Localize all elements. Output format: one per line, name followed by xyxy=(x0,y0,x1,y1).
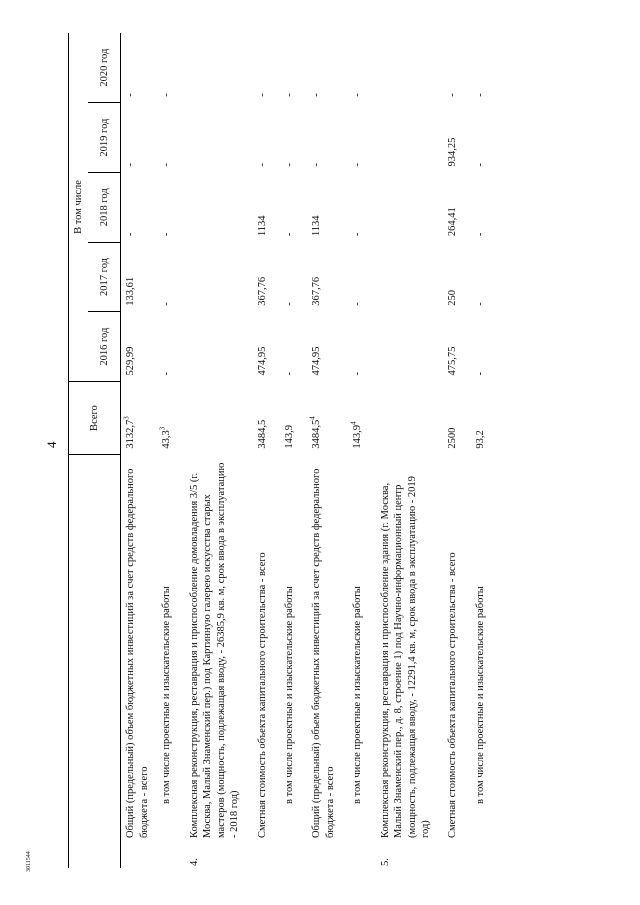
cell-y2017 xyxy=(468,242,495,312)
cell-value: - xyxy=(283,93,295,97)
cell-y2016 xyxy=(304,312,345,382)
cell-y2017 xyxy=(121,242,154,312)
row-name: Общий (предельный) объем бюджетных инвестиций за счет средств федерального бюджета - всего xyxy=(121,455,154,842)
cell-y2019 xyxy=(345,103,372,173)
row-number: 4. xyxy=(188,858,200,866)
cell-total xyxy=(121,381,154,454)
cell-total xyxy=(277,381,304,454)
cell-value: 367,76 xyxy=(256,276,268,306)
cell-y2020 xyxy=(277,33,304,103)
cell-value: 3484,5 xyxy=(311,419,323,449)
header-year: 2020 год xyxy=(98,48,110,87)
cell-value: 474,95 xyxy=(311,346,323,376)
table-row xyxy=(304,33,345,868)
row-number xyxy=(250,842,277,868)
cell-value: 93,2 xyxy=(474,430,486,449)
header-year: 2016 год xyxy=(88,312,121,382)
cell-value: 3132,7 xyxy=(125,419,137,449)
footnote-mark: 4 xyxy=(349,421,358,426)
cell-value: - xyxy=(283,232,295,237)
cell-y2016 xyxy=(121,312,154,382)
cell-value: - xyxy=(352,232,364,237)
cell-y2017 xyxy=(182,242,250,312)
cell-y2018 xyxy=(250,172,277,242)
cell-value: - xyxy=(352,93,364,97)
cell-value: 2500 xyxy=(447,427,459,449)
cell-y2020 xyxy=(304,33,345,103)
cell-y2020 xyxy=(121,33,154,103)
cell-value: - xyxy=(125,232,137,237)
cell-value: 250 xyxy=(447,290,459,306)
cell-value: 43,3 xyxy=(161,430,173,449)
cell-value: - xyxy=(256,93,268,97)
table-row xyxy=(440,33,467,868)
table-row xyxy=(182,33,250,868)
cell-value: - xyxy=(256,162,268,167)
row-number xyxy=(468,842,495,868)
cell-y2018 xyxy=(468,172,495,242)
cell-value: - xyxy=(474,302,486,306)
page-number: 4 xyxy=(44,441,59,448)
cell-value: - xyxy=(474,162,486,167)
cell-y2020 xyxy=(182,33,250,103)
row-number xyxy=(277,842,304,868)
cell-y2016 xyxy=(154,312,181,382)
cell-value: - xyxy=(161,371,173,376)
cell-value: 367,76 xyxy=(311,276,323,306)
cell-y2018 xyxy=(277,172,304,242)
cell-y2018 xyxy=(304,172,345,242)
cell-value: - xyxy=(161,93,173,97)
table-row xyxy=(154,33,181,868)
cell-y2017 xyxy=(373,242,441,312)
cell-y2017 xyxy=(250,242,277,312)
cell-value: - xyxy=(352,371,364,376)
cell-value: 133,61 xyxy=(125,276,137,306)
cell-value: - xyxy=(161,162,173,167)
cell-y2017 xyxy=(304,242,345,312)
cell-value: 1134 xyxy=(311,215,323,237)
cell-value: - xyxy=(474,371,486,376)
cell-value: 143,9 xyxy=(283,425,295,449)
cell-y2020 xyxy=(154,33,181,103)
row-number xyxy=(345,842,372,868)
cell-value: - xyxy=(283,162,295,167)
row-name: Комплексная реконструкция, реставрация и приспособление домовладения 3/5 (г. Москва, Малый Знаменский пер.) под Картинную галерею искусства старых мастеров (мощность, подлежащая вводу, - 26385,9 кв. м, срок ввода в эксплуатацию - 2018 год) xyxy=(188,462,241,839)
cell-value: - xyxy=(161,232,173,237)
cell-total xyxy=(373,381,441,454)
cell-value: - xyxy=(352,302,364,306)
cell-y2020 xyxy=(345,33,372,103)
cell-total xyxy=(154,381,181,454)
document-code: 3011544 xyxy=(26,851,32,872)
cell-value: 529,99 xyxy=(125,346,137,376)
row-name: Общий (предельный) объем бюджетных инвестиций за счет средств федерального бюджета - всего xyxy=(311,468,336,839)
cell-y2019 xyxy=(440,103,467,173)
header-year: 2017 год xyxy=(88,242,121,312)
cell-value: - xyxy=(474,232,486,237)
cell-total xyxy=(345,381,372,454)
cell-y2016 xyxy=(277,312,304,382)
row-name: Комплексная реконструкция, реставрация и приспособление здания (г. Москва, Малый Знаменский пер., д. 8, строение 1) под Научно-информационный центр (мощность, подлежащая вводу, - 12291,4 кв. м, срок ввода в эксплуатацию - 2019 год) xyxy=(379,476,431,839)
cell-y2018 xyxy=(345,172,372,242)
table-row xyxy=(345,33,372,868)
cell-value: - xyxy=(352,162,364,167)
cell-value: - xyxy=(125,93,137,97)
cell-y2018 xyxy=(373,172,441,242)
cell-value: - xyxy=(125,162,137,167)
row-name: Сметная стоимость объекта капитального строительства - всего xyxy=(256,552,268,839)
cell-y2016 xyxy=(345,312,372,382)
cell-value: - xyxy=(447,93,459,97)
cell-value: - xyxy=(283,302,295,306)
cell-value: 3484,5 xyxy=(256,419,268,449)
cell-y2018 xyxy=(154,172,181,242)
cell-y2016 xyxy=(182,312,250,382)
row-name: Сметная стоимость объекта капитального строительства - всего xyxy=(447,552,459,839)
row-number: 5. xyxy=(379,858,391,866)
cell-value: 143,9 xyxy=(352,425,364,449)
cell-value: - xyxy=(311,162,323,167)
table-row xyxy=(121,33,154,868)
cell-y2018 xyxy=(440,172,467,242)
cell-y2019 xyxy=(373,103,441,173)
cell-total xyxy=(182,381,250,454)
row-number xyxy=(121,842,154,868)
row-number xyxy=(154,842,181,868)
cell-y2019 xyxy=(304,103,345,173)
table-row xyxy=(373,33,441,868)
row-number xyxy=(440,842,467,868)
table-row xyxy=(468,33,495,868)
header-year: 2019 год xyxy=(88,103,121,173)
footnote-mark: 4 xyxy=(308,416,317,420)
cell-value: 475,75 xyxy=(447,346,459,376)
cell-y2019 xyxy=(468,103,495,173)
row-number xyxy=(304,842,345,868)
cell-value: - xyxy=(283,371,295,376)
cell-y2016 xyxy=(373,312,441,382)
cell-y2019 xyxy=(182,103,250,173)
header-year: 2018 год xyxy=(88,172,121,242)
cell-total xyxy=(440,381,467,454)
cell-y2017 xyxy=(440,242,467,312)
investment-table xyxy=(68,33,495,868)
cell-y2017 xyxy=(154,242,181,312)
rotated-table-container xyxy=(68,33,610,868)
row-name: в том числе проектные и изыскательские работы xyxy=(352,586,364,805)
cell-value: - xyxy=(311,93,323,97)
row-name: в том числе проектные и изыскательские работы xyxy=(474,586,486,805)
cell-y2019 xyxy=(277,103,304,173)
cell-y2016 xyxy=(440,312,467,382)
footnote-mark: 3 xyxy=(122,416,131,420)
cell-value: 264,41 xyxy=(447,207,459,237)
row-name: в том числе проектные и изыскательские работы xyxy=(283,586,295,805)
cell-value: - xyxy=(161,302,173,306)
table-row xyxy=(277,33,304,868)
cell-y2016 xyxy=(250,312,277,382)
cell-y2019 xyxy=(154,103,181,173)
cell-y2020 xyxy=(250,33,277,103)
cell-y2018 xyxy=(182,172,250,242)
footnote-mark: 3 xyxy=(158,426,167,431)
cell-y2016 xyxy=(468,312,495,382)
cell-y2019 xyxy=(121,103,154,173)
cell-value: 474,95 xyxy=(256,346,268,376)
row-name: в том числе проектные и изыскательские работы xyxy=(161,586,173,805)
header-total: Всего xyxy=(69,381,121,454)
cell-y2017 xyxy=(345,242,372,312)
cell-total xyxy=(468,381,495,454)
cell-y2020 xyxy=(440,33,467,103)
cell-y2020 xyxy=(468,33,495,103)
cell-y2018 xyxy=(121,172,154,242)
cell-y2017 xyxy=(277,242,304,312)
cell-y2020 xyxy=(373,33,441,103)
table-row xyxy=(250,33,277,868)
cell-y2019 xyxy=(250,103,277,173)
cell-total xyxy=(250,381,277,454)
header-including: В том числе xyxy=(69,33,89,381)
cell-value: 934,25 xyxy=(447,137,459,167)
cell-total xyxy=(304,381,345,454)
cell-value: - xyxy=(474,93,486,97)
table-body xyxy=(121,33,495,868)
cell-value: 1134 xyxy=(256,215,268,237)
